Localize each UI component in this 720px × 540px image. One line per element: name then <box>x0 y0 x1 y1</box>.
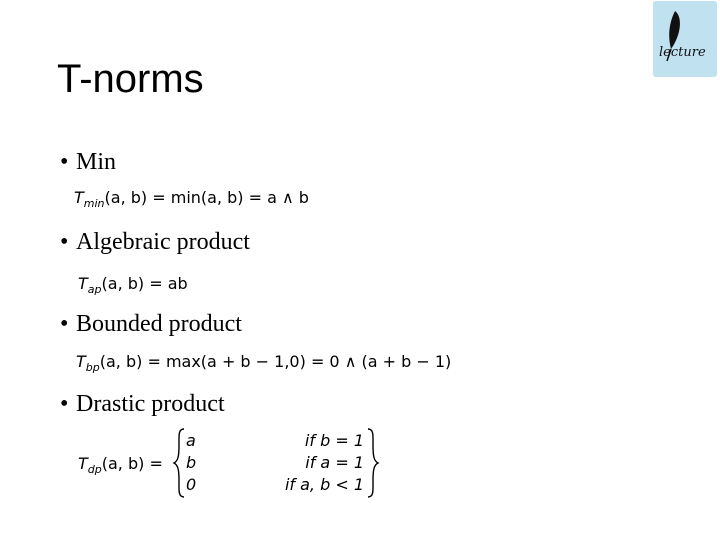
case-condition: if a = 1 <box>305 453 364 472</box>
formula-body: (a, b) = max(a + b − 1,0) = 0 ∧ (a + b − 1) <box>99 352 452 371</box>
bullet-label: Drastic product <box>76 391 225 417</box>
formula-bounded-product <box>76 352 451 378</box>
formula-name: T <box>76 352 86 371</box>
case-value: a <box>186 431 196 450</box>
left-brace-icon <box>172 428 186 498</box>
bullet-bounded-product <box>60 309 242 339</box>
bullet-dot: • <box>60 391 69 417</box>
formula-body: (a, b) = <box>101 454 163 473</box>
bullet-algebraic-product <box>60 227 250 257</box>
formula-name: T <box>78 274 88 293</box>
formula-body: (a, b) = min(a, b) = a ∧ b <box>104 188 309 207</box>
lecture-logo <box>653 1 717 77</box>
bullet-label: Bounded product <box>76 311 242 337</box>
bullet-dot: • <box>60 311 69 337</box>
logo-text: lecture <box>659 45 706 60</box>
bullet-label: Min <box>76 149 117 175</box>
case-value: b <box>186 453 197 472</box>
bullet-drastic-product <box>60 389 225 419</box>
formula-subscript: dp <box>87 463 102 476</box>
case-condition: if a, b < 1 <box>284 475 364 494</box>
quill-icon <box>653 1 717 77</box>
case-value: 0 <box>186 475 197 494</box>
formula-name: T <box>74 188 84 207</box>
formula-subscript: bp <box>85 361 100 374</box>
case-condition: if b = 1 <box>304 431 364 450</box>
formula-name: T <box>78 454 88 473</box>
right-brace-icon <box>366 428 380 498</box>
formula-subscript: ap <box>87 283 102 296</box>
bullet-dot: • <box>60 149 69 175</box>
formula-subscript: min <box>83 197 105 210</box>
bullet-min <box>60 147 116 177</box>
slide-title: T-norms <box>57 57 204 101</box>
formula-algebraic-product <box>78 274 188 300</box>
formula-min <box>74 188 309 214</box>
formula-body: (a, b) = ab <box>101 274 188 293</box>
bullet-dot: • <box>60 229 69 255</box>
formula-lhs <box>78 454 163 476</box>
bullet-label: Algebraic product <box>76 229 250 255</box>
